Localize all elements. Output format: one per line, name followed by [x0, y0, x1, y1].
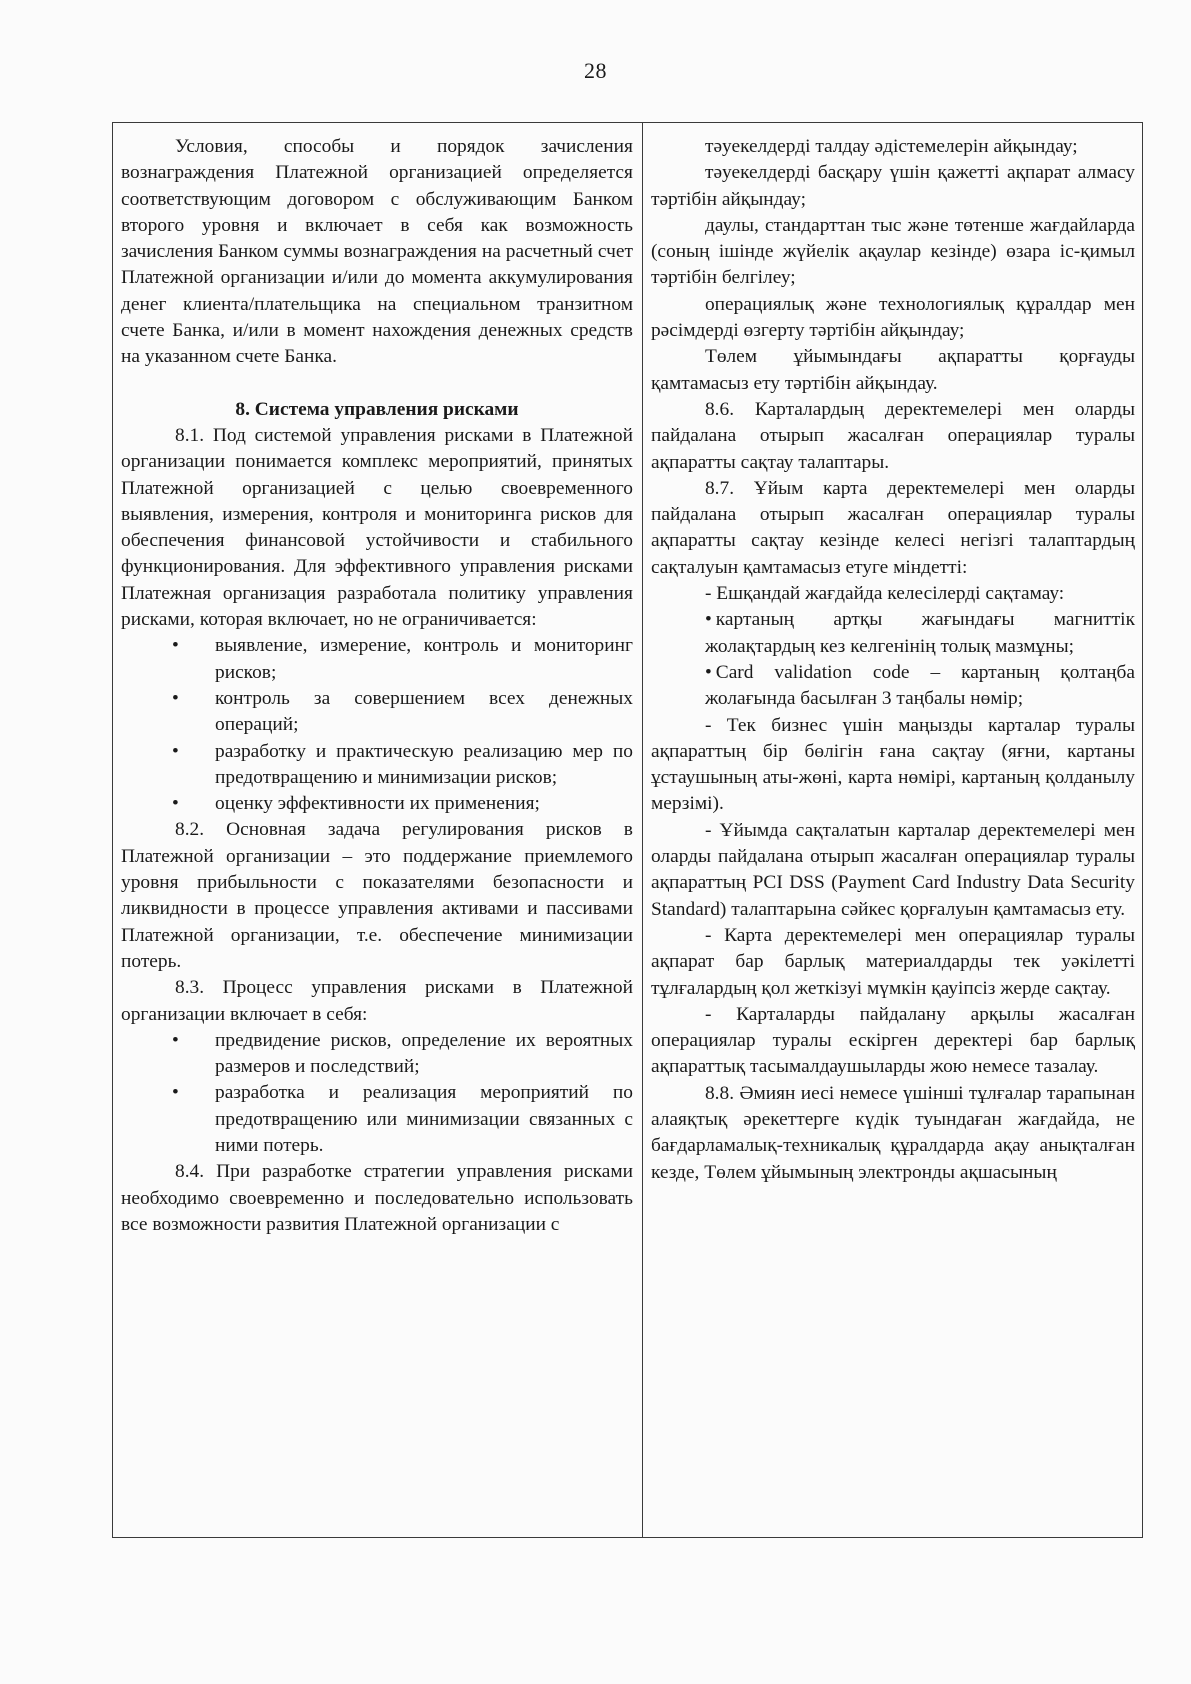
left-column-russian [113, 123, 643, 1537]
dash-item-secure-storage: - Карта деректемелері мен операциялар туралы ақпарат бар барлық материалдарды тек уәкілетті тұлғалардың қол жеткізуі мүмкін қауіпсіз жерде сақтау. [650, 924, 1135, 999]
risk-item: даулы, стандарттан тыс және төтенше жағдайларда (соның ішінде жүйелік ақаулар кезінде) өзара іс-қимыл тәртібін белгілеу; [650, 214, 1135, 289]
list-item: • контроль за совершением всех денежных операций; [215, 686, 633, 739]
list-item: • разработку и практическую реализацию мер по предотвращению и минимизации рисков; [215, 739, 633, 792]
list-item: • выявление, измерение, контроль и мониторинг рисков; [215, 633, 633, 686]
risk-item: тәуекелдерді талдау әдістемелерін айқындау; [704, 136, 1078, 157]
list-item: • Card validation code – картаның қолтаңба жолағында басылған 3 таңбалы нөмір; [704, 661, 1135, 710]
intro-paragraph: Условия, способы и порядок зачисления вознаграждения Платежной организацией определяется соответствующим договором с обслуживающим Банком второго уровня и включает в себя как возможность зачисления Банком суммы вознаграждения на расчетный счет Платежной организации и/или до момента аккумулирования денег клиента/плательщика на специальном транзитном счете Банка, и/или в момент нахождения денежных средств на указанном счете Банка. [121, 136, 633, 368]
list-item: • разработка и реализация мероприятий по предотвращению или минимизации связанных с ними потерь. [215, 1080, 633, 1159]
dash-item-never-store: - Ешқандай жағдайда келесілерді сақтамау: [704, 583, 1065, 605]
risk-item: операциялық және технологиялық құралдар мен рәсімдерді өзгерту тәртібін айқындау; [650, 293, 1135, 342]
bullet-icon: • [704, 661, 712, 683]
bullet-icon: • [704, 609, 712, 631]
dash-item-business: - Тек бизнес үшін маңызды карталар туралы ақпараттың бір бөлігін ғана сақтау (яғни, картаны ұстаушының аты-жөні, карта нөмірі, картаның қолданылу мерзімі). [650, 714, 1135, 815]
dash-item-pci: - Ұйымда сақталатын карталар деректемелері мен оларды пайдалана отырып жасалған операциялар туралы ақпараттың PCI DSS (Payment Card Industry Data Security Standard) талаптарына сәйкес қорғалуын қамтамасыз ету. [650, 819, 1135, 920]
page-number: 28 [584, 58, 607, 83]
paragraph-8-3: 8.3. Процесс управления рисками в Платежной организации включает в себя: [121, 977, 633, 1025]
two-column-bilingual-table [112, 122, 1143, 1538]
list-item: • предвидение рисков, определение их вероятных размеров и последствий; [215, 1028, 633, 1081]
risk-policy-list [121, 633, 633, 817]
list-item: • картаның артқы жағындағы магниттік жолақтардың кез келгенінің толық мазмұны; [704, 609, 1135, 657]
paragraph-8-8: 8.8. Әмиян иесі немесе үшінші тұлғалар тарапынан алаяқтық әрекеттерге күдік туындаған жағдайда, не бағдарламалық-техникалық құралдарда ақау анықталған кезде, Төлем ұйымының электронды ақшасының [650, 1082, 1135, 1183]
risk-process-list [121, 1028, 633, 1159]
risk-item: Төлем ұйымындағы ақпаратты қорғауды қамтамасыз ету тәртібін айқындау. [650, 346, 1135, 394]
risk-item: тәуекелдерді басқару үшін қажетті ақпарат алмасу тәртібін айқындау; [650, 162, 1135, 210]
dash-item-destroy: - Карталарды пайдалану арқылы жасалған операциялар туралы ескірген деректері бар барлық ақпараттық тасымалдаушыларды жою немесе тазалау. [650, 1003, 1135, 1078]
paragraph-8-6: 8.6. Карталардың деректемелері мен оларды пайдалана отырып жасалған операциялар туралы ақпаратты сақтау талаптары. [650, 398, 1135, 473]
list-item: • оценку эффективности их применения; [215, 791, 633, 817]
paragraph-8-2: 8.2. Основная задача регулирования рисков в Платежной организации – это поддержание приемлемого уровня прибыльности с показателями безопасности и ликвидности в процессе управления активами и пассивами Платежной организации, т.е. обеспечение минимизации потерь. [121, 819, 633, 972]
paragraph-8-4: 8.4. При разработке стратегии управления рисками необходимо своевременно и последовательно использовать все возможности развития Платежной организации с [121, 1161, 633, 1235]
section-heading: 8. Система управления рисками [235, 398, 519, 420]
paragraph-8-1: 8.1. Под системой управления рисками в Платежной организации понимается комплекс мероприятий, принятых Платежной организацией с целью своевременного выявления, измерения, контроля и мониторинга рисков для обеспечения финансовой устойчивости и стабильного функционирования. Для эффективного управления рисками Платежная организация разработала политику управления рисками, которая включает, но не ограничивается: [121, 424, 633, 631]
right-column-kazakh [643, 123, 1142, 1537]
paragraph-8-7: 8.7. Ұйым карта деректемелері мен оларды пайдалана отырып жасалған операциялар туралы ақпаратты сақтау кезінде келесі негізгі талаптардың сақталуын қамтамасыз етуге міндетті: [650, 477, 1135, 578]
